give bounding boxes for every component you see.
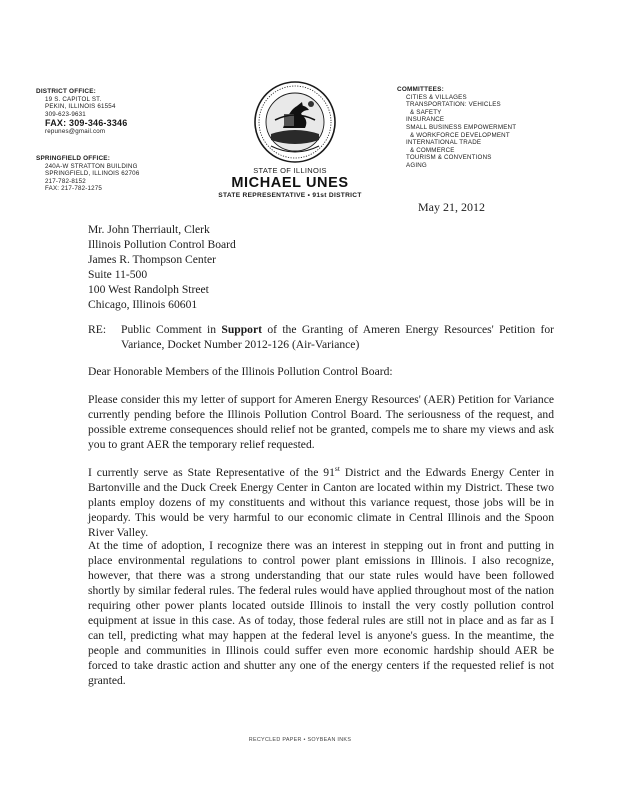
recipient-city: Chicago, Illinois 60601 xyxy=(88,298,198,311)
springfield-office-heading: SPRINGFIELD OFFICE: xyxy=(36,155,111,162)
springfield-office-block xyxy=(36,155,186,193)
re-text-before: Public Comment in xyxy=(121,323,222,336)
recipient-org: Illinois Pollution Control Board xyxy=(88,238,236,251)
district-office-fax: FAX: 309-346-3346 xyxy=(45,118,128,129)
re-bold-word: Support xyxy=(221,323,262,336)
re-text-after: of the Granting of Ameren Energy Resources' Petition for Variance, Docket Number 2012-126 (Air-Variance) xyxy=(121,323,555,351)
springfield-office-address: 240A-W STRATTON BUILDING xyxy=(45,162,138,170)
recipient-suite: Suite 11-500 xyxy=(88,268,148,281)
illinois-state-seal-icon xyxy=(253,80,337,164)
re-line xyxy=(88,322,554,352)
district-office-heading: DISTRICT OFFICE: xyxy=(36,88,97,95)
letterhead xyxy=(190,166,390,199)
letterhead-title: STATE REPRESENTATIVE • 91st DISTRICT xyxy=(218,192,362,199)
recipient-building: James R. Thompson Center xyxy=(88,253,216,266)
recipient-name: Mr. John Therriault, Clerk xyxy=(88,223,210,236)
committee-item: INTERNATIONAL TRADE xyxy=(406,139,482,147)
committee-item: AGING xyxy=(406,161,427,169)
body-paragraph-2 xyxy=(88,465,554,540)
committee-item-cont: & WORKFORCE DEVELOPMENT xyxy=(410,131,510,139)
body-paragraph-3: At the time of adoption, I recognize there was an interest in stepping out in front and putting in place environmental regulations to control power plant emissions in Illinois. I also recognize, however, that there was a strong understanding that our state rules would have been followed shortly by similar federal rules. The federal rules would have applied throughout most of the nation requiring other power plants located outside Illinois to install the very costly pollution control equipment at issue in this case. As of today, those federal rules are still not in place and as far as I can tell, predicting what may happen at the federal level is anyone's guess. In the meantime, the people and communities in Illinois could suffer even more economic hardship should AER be forced to take drastic action and shutter any one of the energy centers if the requested relief is not granted. xyxy=(88,539,554,687)
p2-before: I currently serve as State Representative of the 91 xyxy=(88,466,335,479)
letterhead-state: STATE OF ILLINOIS xyxy=(253,166,327,175)
committee-item: INSURANCE xyxy=(406,116,445,124)
springfield-office-phone: 217-782-8152 xyxy=(45,177,86,185)
committee-item-cont: & SAFETY xyxy=(410,108,442,116)
re-subject xyxy=(121,322,554,352)
committees-block xyxy=(397,86,537,170)
district-office-phone: 309-623-9631 xyxy=(45,110,86,118)
salutation: Dear Honorable Members of the Illinois Pollution Control Board: xyxy=(88,365,393,378)
district-office-address: 19 S. CAPITOL ST. xyxy=(45,95,102,103)
district-office-email: repunes@gmail.com xyxy=(45,128,106,136)
district-office-block xyxy=(36,88,186,136)
body-paragraph-1: Please consider this my letter of support for Ameren Energy Resources' (AER) Petition for Variance currently pending before the Illinois Pollution Control Board. The seriousness of the request, and possible extreme consequences should relief not be granted, compels me to share my views and ask you to grant AER the temporary relief requested. xyxy=(88,393,554,451)
letterhead-name: MICHAEL UNES xyxy=(231,175,349,191)
committee-item: TRANSPORTATION: VEHICLES xyxy=(406,101,501,109)
footer-recycled-paper: RECYCLED PAPER • SOYBEAN INKS xyxy=(248,737,352,743)
p2-after: District and the Edwards Energy Center in Bartonville and the Duck Creek Energy Center in Canton are located within my District. These two plants employ dozens of my constituents and without this variance request, those jobs will be in jeopardy. This would be very harmful to our economic climate in Central Illinois and the Spoon River Valley. xyxy=(88,466,554,539)
committees-heading: COMMITTEES: xyxy=(397,86,444,93)
committee-item: TOURISM & CONVENTIONS xyxy=(406,154,492,162)
springfield-office-fax: FAX: 217-782-1275 xyxy=(45,185,103,193)
recipient-address xyxy=(88,222,328,312)
district-office-city: PEKIN, ILLINOIS 61554 xyxy=(45,103,116,111)
re-label: RE: xyxy=(88,323,107,336)
p2-sup: st xyxy=(334,464,340,474)
committee-item: SMALL BUSINESS EMPOWERMENT xyxy=(406,123,517,131)
committee-item: CITIES & VILLAGES xyxy=(406,93,467,101)
committee-item-cont: & COMMERCE xyxy=(410,146,455,154)
recipient-street: 100 West Randolph Street xyxy=(88,283,209,296)
springfield-office-city: SPRINGFIELD, ILLINOIS 62706 xyxy=(45,170,140,178)
letter-date: May 21, 2012 xyxy=(418,200,485,214)
